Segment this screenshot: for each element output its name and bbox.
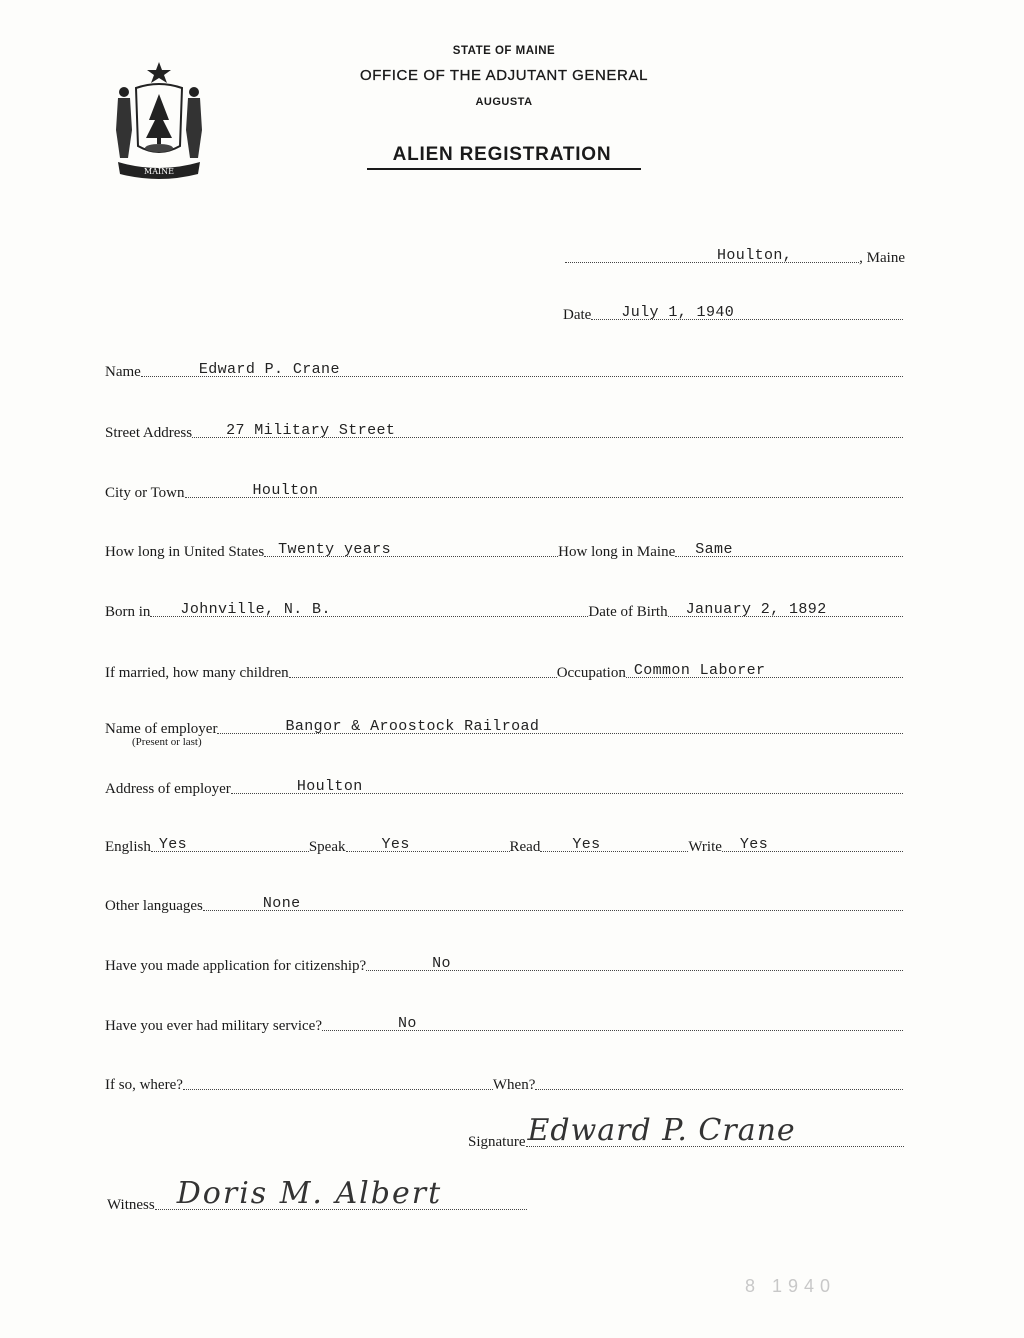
form-title: ALIEN REGISTRATION xyxy=(392,144,612,165)
other-languages-row xyxy=(105,891,903,915)
residence-row xyxy=(105,537,903,561)
city-label: City or Town xyxy=(105,485,185,501)
how-long-us-field[interactable] xyxy=(264,541,558,558)
name-field[interactable] xyxy=(141,361,903,378)
witness-field[interactable] xyxy=(155,1176,527,1211)
date-row xyxy=(563,300,903,324)
dob-field[interactable] xyxy=(668,601,903,618)
dob-label: Date of Birth xyxy=(588,604,668,620)
city-row xyxy=(105,478,903,502)
how-long-us-value: Twenty years xyxy=(278,541,391,558)
dob-value: January 2, 1892 xyxy=(685,601,827,618)
witness-value: Doris M. Albert xyxy=(176,1176,443,1211)
when-label: When? xyxy=(492,1077,536,1093)
language-row xyxy=(105,832,903,856)
name-row xyxy=(105,357,903,381)
employer-address-value: Houlton xyxy=(296,778,363,795)
date-field[interactable] xyxy=(591,304,903,321)
header-city: AUGUSTA xyxy=(475,96,533,108)
street-label: Street Address xyxy=(105,425,193,441)
born-in-label: Born in xyxy=(105,604,151,620)
employer-field[interactable] xyxy=(217,718,903,735)
military-row xyxy=(105,1011,903,1035)
english-label: English xyxy=(105,839,151,855)
place-field[interactable] xyxy=(565,247,859,264)
born-in-field[interactable] xyxy=(150,601,588,618)
signature-label: Signature xyxy=(468,1134,526,1150)
where-when-row xyxy=(105,1070,903,1094)
how-long-maine-label: How long in Maine xyxy=(558,544,676,560)
english-field[interactable] xyxy=(151,836,309,853)
employer-label: Name of employer xyxy=(105,721,218,737)
city-value: Houlton xyxy=(252,482,319,499)
name-value: Edward P. Crane xyxy=(198,361,340,378)
read-field[interactable] xyxy=(540,836,688,853)
write-value: Yes xyxy=(739,836,769,853)
place-value: Houlton, xyxy=(717,247,793,264)
speak-value: Yes xyxy=(381,836,410,853)
street-value: 27 Military Street xyxy=(226,422,396,439)
read-value: Yes xyxy=(572,836,601,853)
employer-address-row xyxy=(105,774,903,798)
other-languages-field[interactable] xyxy=(203,895,903,912)
where-label: If so, where? xyxy=(105,1077,183,1093)
birth-row xyxy=(105,597,903,621)
employer-row xyxy=(105,714,903,738)
how-long-maine-value: Same xyxy=(695,541,733,558)
signature-row xyxy=(468,1113,904,1151)
speak-label: Speak xyxy=(308,839,346,855)
city-field[interactable] xyxy=(185,482,903,499)
name-label: Name xyxy=(105,364,141,380)
employer-value: Bangor & Aroostock Railroad xyxy=(285,718,540,735)
street-row xyxy=(105,418,903,442)
employer-sublabel: (Present or last) xyxy=(132,736,202,748)
where-field[interactable] xyxy=(183,1088,493,1090)
header-office: OFFICE OF THE ADJUTANT GENERAL xyxy=(359,67,649,84)
how-long-maine-field[interactable] xyxy=(675,541,903,558)
other-languages-label: Other languages xyxy=(105,898,203,914)
children-label: If married, how many children xyxy=(105,665,289,681)
date-value: July 1, 1940 xyxy=(621,304,735,321)
witness-row xyxy=(107,1176,527,1214)
signature-value: Edward P. Crane xyxy=(527,1113,796,1148)
born-in-value: Johnville, N. B. xyxy=(180,601,331,618)
employer-address-field[interactable] xyxy=(231,778,903,795)
date-label: Date xyxy=(563,307,592,323)
how-long-us-label: How long in United States xyxy=(105,544,265,560)
citizenship-row xyxy=(105,951,903,975)
signature-field[interactable] xyxy=(526,1113,905,1148)
occupation-value: Common Laborer xyxy=(633,662,766,679)
header-state: STATE OF MAINE xyxy=(452,45,556,57)
when-field[interactable] xyxy=(535,1088,903,1090)
write-field[interactable] xyxy=(722,836,903,853)
citizenship-value: No xyxy=(432,955,451,972)
children-field[interactable] xyxy=(289,676,557,678)
english-value: Yes xyxy=(158,836,188,853)
citizenship-field[interactable] xyxy=(366,955,903,972)
military-value: No xyxy=(398,1015,417,1032)
write-label: Write xyxy=(688,839,722,855)
occupation-label: Occupation xyxy=(556,665,626,681)
military-field[interactable] xyxy=(322,1015,903,1032)
witness-label: Witness xyxy=(107,1197,155,1213)
received-stamp: 8 1940 xyxy=(745,1276,837,1296)
citizenship-label: Have you made application for citizenship? xyxy=(105,958,367,974)
children-row xyxy=(105,658,903,682)
place-row xyxy=(565,243,905,267)
occupation-field[interactable] xyxy=(626,662,903,679)
title-underline xyxy=(367,168,641,170)
read-label: Read xyxy=(509,839,541,855)
place-suffix: , Maine xyxy=(859,250,905,266)
other-languages-value: None xyxy=(262,895,301,912)
street-field[interactable] xyxy=(192,422,903,439)
military-label: Have you ever had military service? xyxy=(105,1018,322,1034)
seal-text: MAINE xyxy=(144,167,174,176)
employer-address-label: Address of employer xyxy=(105,781,231,797)
speak-field[interactable] xyxy=(346,836,510,853)
